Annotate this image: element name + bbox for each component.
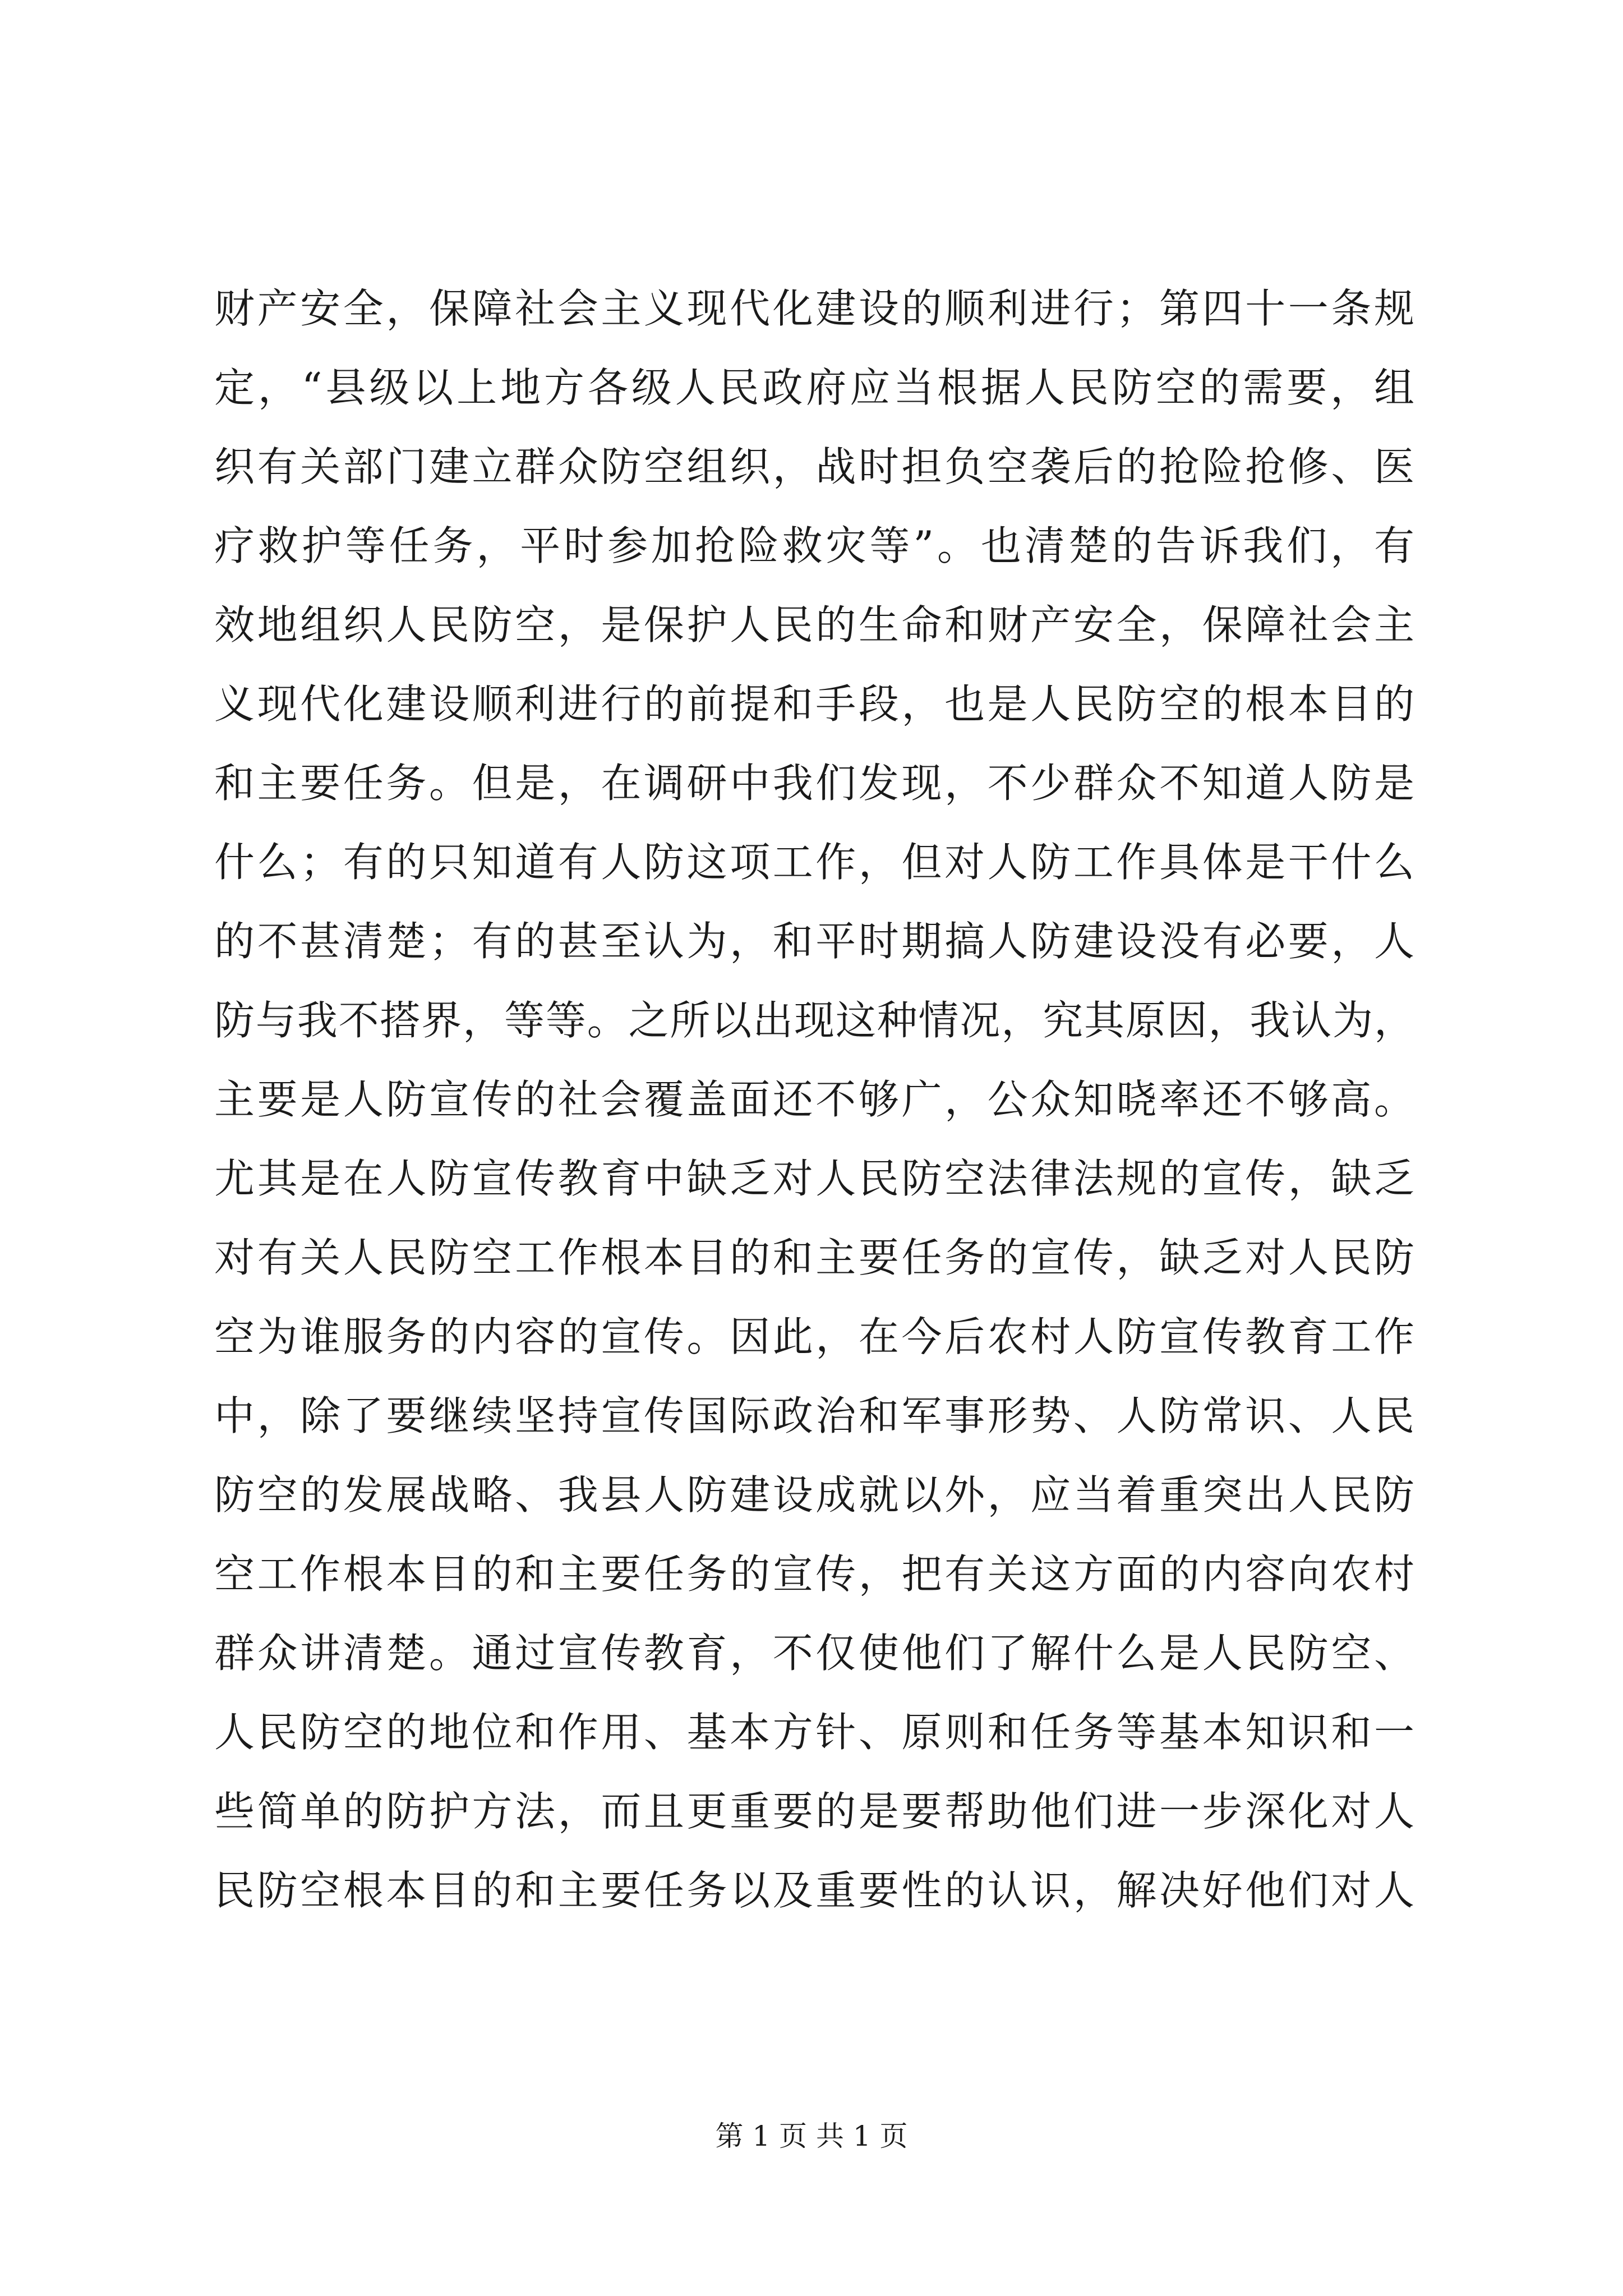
text-line: 民防空根本目的和主要任务以及重要性的认识，解决好他们对人 [214,1867,1414,1914]
text-line: 防空的发展战略、我县人防建设成就以外，应当着重突出人民防 [214,1471,1414,1519]
text-line: 效地组织人民防空，是保护人民的生命和财产安全，保障社会主 [214,601,1414,648]
text-line: 空工作根本目的和主要任务的宣传，把有关这方面的内容向农村 [214,1550,1414,1598]
text-line: 空为谁服务的内容的宣传。因此，在今后农村人防宣传教育工作 [214,1313,1414,1360]
text-line: 定，“县级以上地方各级人民政府应当根据人民防空的需要，组 [214,364,1414,411]
text-line: 主要是人防宣传的社会覆盖面还不够广，公众知晓率还不够高。 [214,1076,1414,1123]
text-line: 的不甚清楚；有的甚至认为，和平时期搞人防建设没有必要，人 [214,918,1414,965]
text-line: 尤其是在人防宣传教育中缺乏对人民防空法律法规的宣传，缺乏 [214,1155,1414,1202]
text-line: 防与我不搭界，等等。之所以出现这种情况，究其原因，我认为， [214,997,1414,1044]
text-line: 义现代化建设顺利进行的前提和手段，也是人民防空的根本目的 [214,680,1414,728]
text-line: 什么；有的只知道有人防这项工作，但对人防工作具体是干什么 [214,839,1414,886]
text-line: 财产安全，保障社会主义现代化建设的顺利进行；第四十一条规 [214,285,1414,332]
text-line: 中，除了要继续坚持宣传国际政治和军事形势、人防常识、人民 [214,1392,1414,1439]
body-paragraph [214,269,1414,1930]
text-line: 对有关人民防空工作根本目的和主要任务的宣传，缺乏对人民防 [214,1234,1414,1281]
page-footer [0,2119,1623,2153]
page-number-label: 第 1 页 共 1 页 [715,2120,908,2152]
text-line: 和主要任务。但是，在调研中我们发现，不少群众不知道人防是 [214,760,1414,807]
text-line: 群众讲清楚。通过宣传教育，不仅使他们了解什么是人民防空、 [214,1630,1414,1677]
text-line: 人民防空的地位和作用、基本方针、原则和任务等基本知识和一 [214,1709,1414,1756]
text-line: 疗救护等任务，平时参加抢险救灾等”。也清楚的告诉我们，有 [214,522,1414,569]
text-line: 些简单的防护方法，而且更重要的是要帮助他们进一步深化对人 [214,1788,1414,1835]
text-line: 织有关部门建立群众防空组织，战时担负空袭后的抢险抢修、医 [214,443,1414,490]
